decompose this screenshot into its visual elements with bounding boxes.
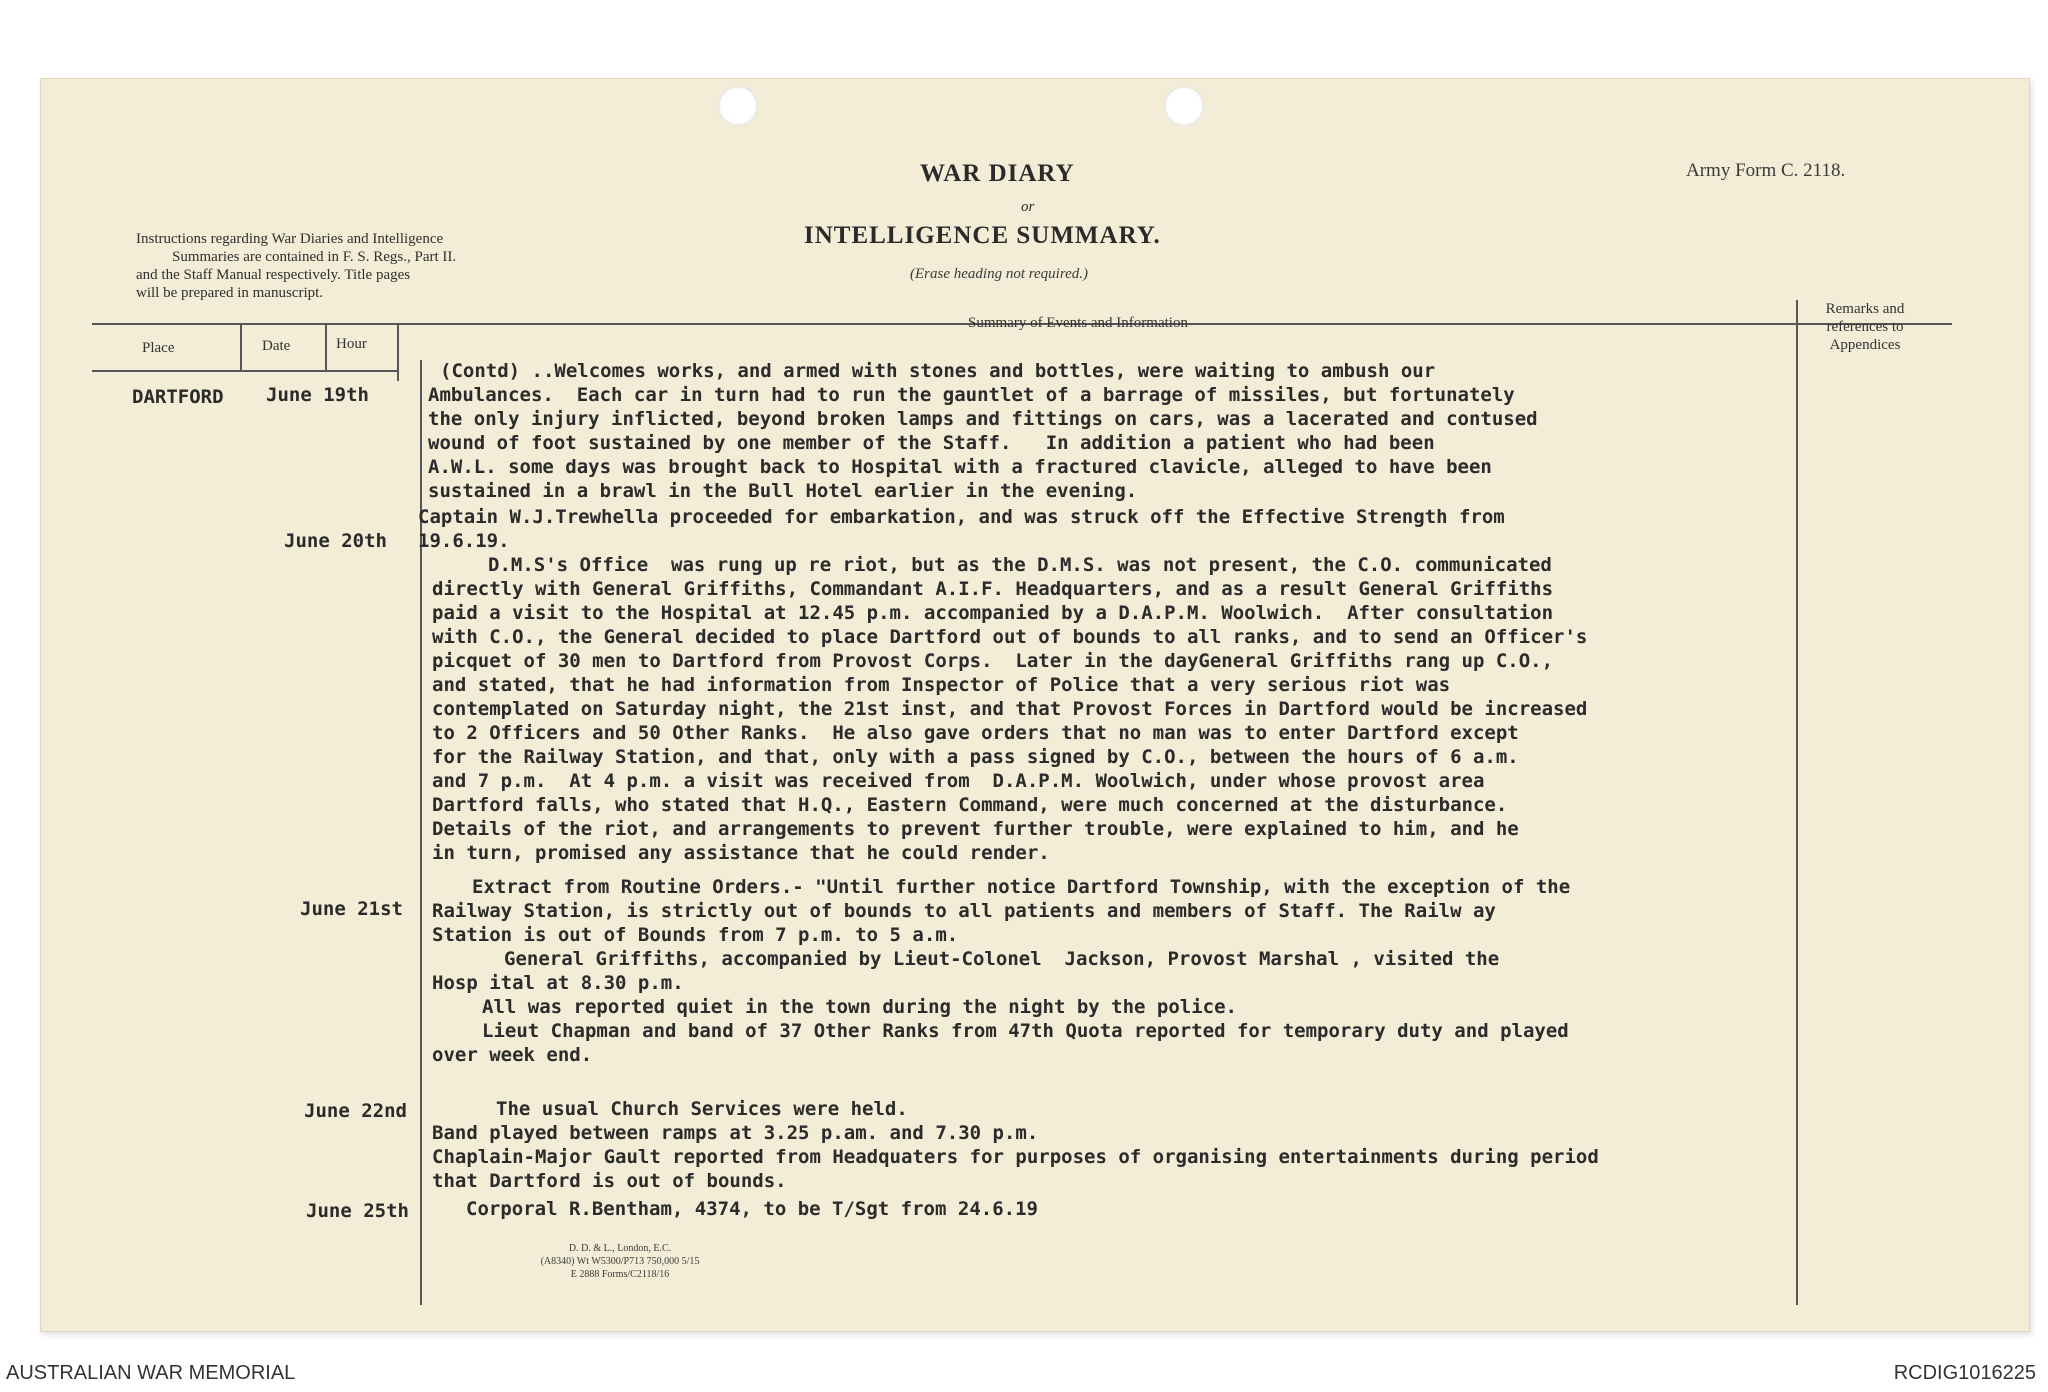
entry-line: wound of foot sustained by one member of the Staff. In addition a patient who had been: [428, 432, 1435, 454]
entry-line: directly with General Griffiths, Commandant A.I.F. Headquarters, and as a result General Griffiths: [432, 578, 1554, 600]
column-date: Date: [262, 338, 291, 354]
printer-line: (A8340) Wt W5300/P713 750,000 5/15 E 2888 Forms/C2118/16: [540, 1256, 700, 1280]
remarks-line: references to: [1826, 319, 1904, 335]
entry-line: Details of the riot, and arrangements to prevent further trouble, were explained to him, and he: [432, 818, 1519, 840]
entry-line: Chaplain-Major Gault reported from Headquaters for purposes of organising entertainments during period: [432, 1146, 1599, 1168]
entry-line: (Contd) ..Welcomes works, and armed with stones and bottles, were waiting to ambush our: [440, 360, 1436, 382]
entry-line: to 2 Officers and 50 Other Ranks. He also gave orders that no man was to enter Dartford except: [432, 722, 1519, 744]
date-label: June 20th: [284, 530, 387, 552]
remarks-line: Remarks and: [1825, 301, 1905, 317]
entry-line: over week end.: [432, 1044, 593, 1066]
entry-line: Ambulances. Each car in turn had to run the gauntlet of a barrage of missiles, but fortunately: [428, 384, 1515, 406]
entry-line: Hosp ital at 8.30 p.m.: [432, 972, 684, 994]
date-label: June 21st: [300, 898, 403, 920]
entry-line: sustained in a brawl in the Bull Hotel earlier in the evening.: [428, 480, 1138, 502]
instructions-line: Instructions regarding War Diaries and Intelligence: [136, 231, 444, 247]
title-or: or: [1021, 199, 1035, 215]
date-label: June 19th: [266, 384, 369, 406]
archive-id: RCDIG1016225: [1893, 1362, 2036, 1384]
entry-line: in turn, promised any assistance that he could render.: [432, 842, 1050, 864]
date-label: June 25th: [306, 1200, 409, 1222]
entry-line: General Griffiths, accompanied by Lieut-Colonel Jackson, Provost Marshal , visited the: [504, 948, 1500, 970]
entry-line: Corporal R.Bentham, 4374, to be T/Sgt from 24.6.19: [466, 1198, 1038, 1220]
instructions-line: will be prepared in manuscript.: [136, 285, 324, 301]
archive-name: AUSTRALIAN WAR MEMORIAL: [6, 1362, 296, 1384]
date-label: June 22nd: [304, 1100, 407, 1122]
entry-line: Dartford falls, who stated that H.Q., Eastern Command, were much concerned at the disturbance.: [432, 794, 1508, 816]
column-hour: Hour: [336, 336, 367, 352]
entry-line: Captain W.J.Trewhella proceeded for embarkation, and was struck off the Effective Strength from: [418, 506, 1505, 528]
entry-line: contemplated on Saturday night, the 21st inst, and that Provost Forces in Dartford would be increased: [432, 698, 1588, 720]
army-form-number: Army Form C. 2118.: [1686, 160, 1846, 181]
entry-line: 19.6.19.: [418, 530, 510, 552]
erase-note: (Erase heading not required.): [910, 266, 1089, 282]
entry-line: and stated, that he had information from Inspector of Police that a very serious riot was: [432, 674, 1451, 696]
column-place: Place: [142, 340, 175, 356]
entry-line: and 7 p.m. At 4 p.m. a visit was received from D.A.P.M. Woolwich, under whose provost area: [432, 770, 1485, 792]
instructions-line: Summaries are contained in F. S. Regs., Part II.: [172, 249, 457, 265]
entry-line: Extract from Routine Orders.- "Until further notice Dartford Township, with the exception of the: [472, 876, 1571, 898]
entry-line: Band played between ramps at 3.25 p.am. and 7.30 p.m.: [432, 1122, 1039, 1144]
printer-imprint: [540, 1242, 700, 1281]
entry-line: Lieut Chapman and band of 37 Other Ranks from 47th Quota reported for temporary duty and played: [482, 1020, 1569, 1042]
entry-line: The usual Church Services were held.: [496, 1098, 908, 1120]
place-label: DARTFORD: [132, 386, 224, 408]
diary-subtitle: INTELLIGENCE SUMMARY.: [804, 222, 1161, 249]
entry-line: picquet of 30 men to Dartford from Provost Corps. Later in the dayGeneral Griffiths rang up C.O.,: [432, 650, 1554, 672]
entry-line: with C.O., the General decided to place Dartford out of bounds to all ranks, and to send an Officer's: [432, 626, 1588, 648]
entry-line: for the Railway Station, and that, only with a pass signed by C.O., between the hours of 6 a.m.: [432, 746, 1519, 768]
printer-line: D. D. & L., London, E.C.: [568, 1243, 672, 1254]
column-summary: Summary of Events and Information: [968, 315, 1188, 331]
entry-line: A.W.L. some days was brought back to Hospital with a fractured clavicle, alleged to have been: [428, 456, 1492, 478]
entry-line: Railway Station, is strictly out of bounds to all patients and members of Staff. The Railw ay: [432, 900, 1496, 922]
entry-line: that Dartford is out of bounds.: [432, 1170, 787, 1192]
entry-line: the only injury inflicted, beyond broken lamps and fittings on cars, was a lacerated and contused: [428, 408, 1538, 430]
entry-line: Station is out of Bounds from 7 p.m. to 5 a.m.: [432, 924, 959, 946]
entry-line: D.M.S's Office was rung up re riot, but as the D.M.S. was not present, the C.O. communicated: [488, 554, 1552, 576]
entry-line: All was reported quiet in the town during the night by the police.: [482, 996, 1237, 1018]
entry-line: paid a visit to the Hospital at 12.45 p.m. accompanied by a D.A.P.M. Woolwich. After consultation: [432, 602, 1554, 624]
remarks-line: Appendices: [1829, 337, 1901, 353]
instructions-line: and the Staff Manual respectively. Title pages: [136, 267, 411, 283]
diary-title: WAR DIARY: [920, 160, 1075, 187]
